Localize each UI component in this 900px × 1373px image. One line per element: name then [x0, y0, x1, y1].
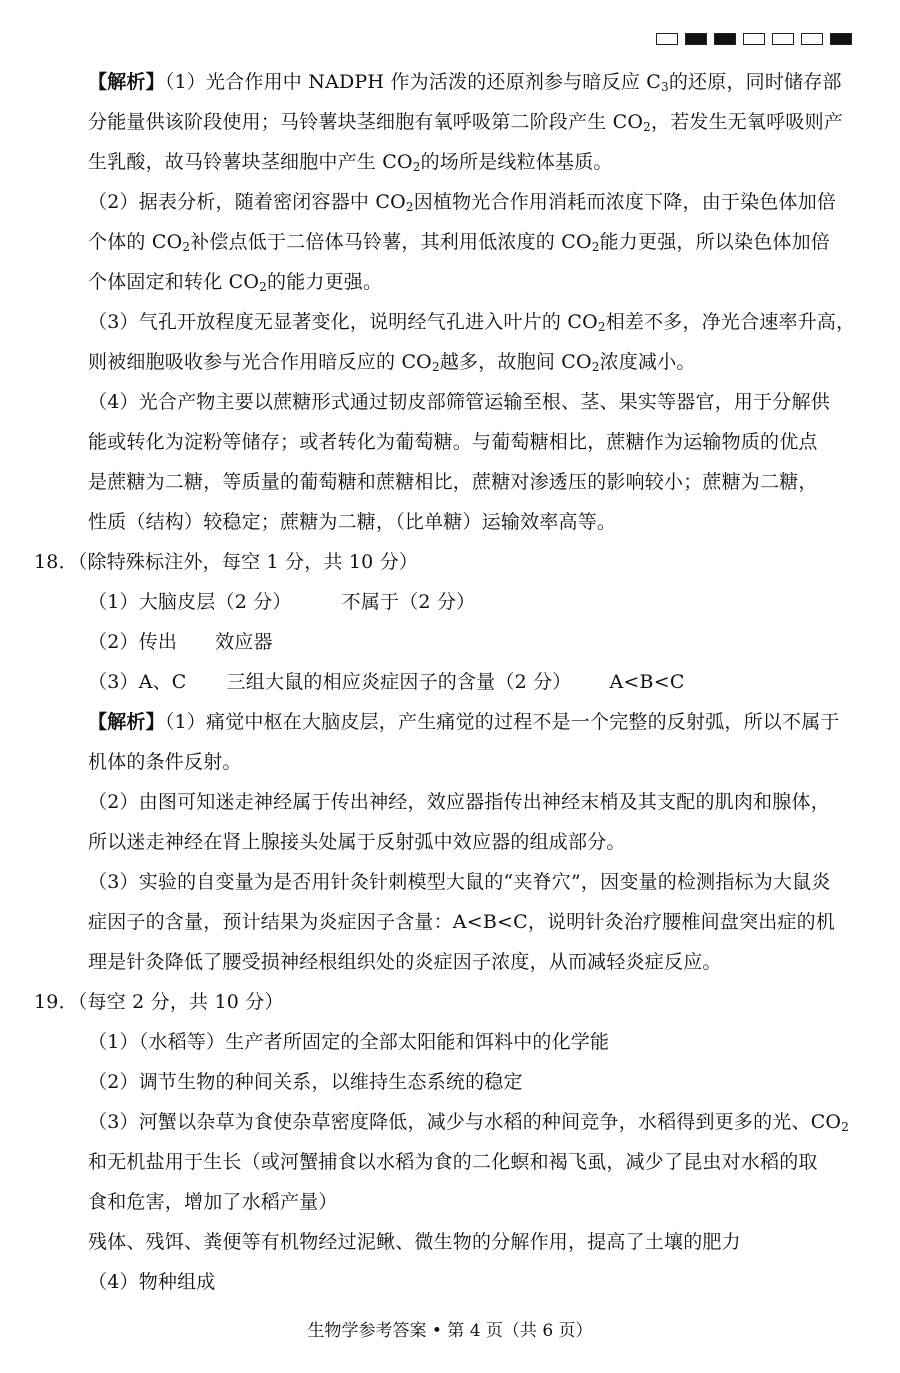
- text-line: [88, 142, 854, 182]
- text-line: [88, 462, 854, 502]
- bold-label: 【解析】: [88, 71, 165, 93]
- header-mark: [656, 33, 678, 45]
- subscript: 2: [405, 200, 414, 214]
- text-run: 生乳酸，故马铃薯块茎细胞中产生 CO: [88, 151, 413, 173]
- text-line: [88, 622, 854, 662]
- text-run: 能力更强，所以染色体加倍: [599, 231, 831, 253]
- text-line: [88, 1142, 854, 1182]
- text-line: [88, 422, 854, 462]
- text-run: 是蔗糖为二糖，等质量的葡萄糖和蔗糖相比，蔗糖对渗透压的影响较小；蔗糖为二糖，: [88, 471, 818, 493]
- text-run: 浓度减小。: [599, 351, 696, 373]
- text-run: （4）光合产物主要以蔗糖形式通过韧皮部筛管运输至根、茎、果实等器官，用于分解供: [88, 391, 830, 413]
- text-run: 理是针灸降低了腰受损神经根组织处的炎症因子浓度，从而减轻炎症反应。: [88, 951, 722, 973]
- text-run: （2）传出: [88, 631, 178, 653]
- text-line: [88, 1022, 854, 1062]
- subscript: 2: [412, 160, 421, 174]
- text-run: 相差不多，净光合速率升高，: [605, 311, 856, 333]
- text-run: 不属于（2 分）: [341, 591, 476, 613]
- text-run: 越多，故胞间 CO: [439, 351, 592, 373]
- header-marks: [656, 33, 852, 45]
- text-run: 19．（每空 2 分，共 10 分）: [34, 991, 284, 1013]
- text-run: 能或转化为淀粉等储存；或者转化为葡萄糖。与葡萄糖相比，蔗糖作为运输物质的优点: [88, 431, 818, 453]
- subscript: 2: [597, 320, 606, 334]
- text-run: 和无机盐用于生长（或河蟹捕食以水稻为食的二化螟和褐飞虱，减少了昆虫对水稻的取: [88, 1151, 818, 1173]
- header-mark: [801, 33, 823, 45]
- text-line: [88, 902, 854, 942]
- text-run: （3）A、C: [88, 671, 187, 693]
- answer-content: [34, 62, 856, 1302]
- text-run: （3）河蟹以杂草为食使杂草密度降低，减少与水稻的种间竞争，水稻得到更多的光、CO: [88, 1111, 842, 1133]
- text-line: [88, 782, 854, 822]
- subscript: 2: [841, 1120, 850, 1134]
- subscript: 2: [431, 360, 440, 374]
- text-run: 食和危害，增加了水稻产量）: [88, 1191, 338, 1213]
- subscript: 2: [643, 120, 651, 134]
- text-run: （1）大脑皮层（2 分）: [88, 591, 292, 613]
- text-run: （2）据表分析，随着密闭容器中 CO: [88, 191, 406, 213]
- header-mark: [685, 33, 707, 45]
- bold-label: 【解析】: [88, 711, 165, 733]
- text-run: 个体的 CO: [88, 231, 183, 253]
- text-line: [34, 542, 854, 582]
- text-run: 所以迷走神经在肾上腺接头处属于反射弧中效应器的组成部分。: [88, 831, 626, 853]
- text-line: [88, 862, 854, 902]
- text-run: 补偿点低于二倍体马铃薯，其利用低浓度的 CO: [190, 231, 592, 253]
- text-run: （2）调节生物的种间关系，以维持生态系统的稳定: [88, 1071, 523, 1093]
- header-mark: [830, 33, 852, 45]
- text-line: [88, 382, 854, 422]
- text-line: [88, 222, 854, 262]
- text-run: 残体、残饵、粪便等有机物经过泥鳅、微生物的分解作用，提高了土壤的肥力: [88, 1231, 741, 1253]
- header-mark: [743, 33, 765, 45]
- text-run: 性质（结构）较稳定；蔗糖为二糖，（比单糖）运输效率高等。: [88, 511, 617, 533]
- text-run: （4）物种组成: [88, 1271, 216, 1293]
- text-line: [88, 702, 854, 742]
- text-run: 的能力更强。: [267, 271, 383, 293]
- text-run: （1）（水稻等）生产者所固定的全部太阳能和饵料中的化学能: [88, 1031, 610, 1053]
- text-run: 18．（除特殊标注外，每空 1 分，共 10 分）: [34, 551, 419, 573]
- text-run: A<B<C: [609, 671, 685, 693]
- text-run: 三组大鼠的相应炎症因子的含量（2 分）: [226, 671, 572, 693]
- text-line: [88, 102, 854, 142]
- text-line: [88, 182, 854, 222]
- subscript: 3: [661, 80, 669, 94]
- header-mark: [772, 33, 794, 45]
- text-run: 的场所是线粒体基质。: [420, 151, 613, 173]
- text-line: [88, 1102, 854, 1142]
- text-line: [88, 342, 854, 382]
- text-line: [88, 1182, 854, 1222]
- text-run: 分能量供该阶段使用；马铃薯块茎细胞有氧呼吸第二阶段产生 CO: [88, 111, 644, 133]
- text-run: 效应器: [215, 631, 273, 653]
- text-run: 症因子的含量，预计结果为炎症因子含量：A<B<C，说明针灸治疗腰椎间盘突出症的机: [88, 911, 836, 933]
- subscript: 2: [259, 280, 267, 294]
- text-line: [88, 1262, 854, 1302]
- text-line: [34, 982, 854, 1022]
- text-line: [88, 662, 854, 702]
- text-run: （2）由图可知迷走神经属于传出神经，效应器指传出神经末梢及其支配的肌肉和腺体，: [88, 791, 830, 813]
- page-footer: 生物学参考答案 • 第 4 页（共 6 页）: [307, 1321, 593, 1341]
- subscript: 2: [591, 240, 600, 254]
- text-line: [88, 62, 854, 102]
- text-run: （3）气孔开放程度无显著变化，说明经气孔进入叶片的 CO: [88, 311, 598, 333]
- text-line: [88, 502, 854, 542]
- subscript: 2: [182, 240, 191, 254]
- text-line: [88, 1062, 854, 1102]
- subscript: 2: [591, 360, 600, 374]
- text-line: [88, 822, 854, 862]
- text-run: ，若发生无氧呼吸则产: [651, 111, 844, 133]
- header-mark: [714, 33, 736, 45]
- text-run: 则被细胞吸收参与光合作用暗反应的 CO: [88, 351, 432, 373]
- text-line: [88, 942, 854, 982]
- text-line: [88, 582, 854, 622]
- text-run: （3）实验的自变量为是否用针灸针刺模型大鼠的“夹脊穴”，因变量的检测指标为大鼠炎: [88, 871, 831, 893]
- text-line: [88, 1222, 854, 1262]
- text-run: 因植物光合作用消耗而浓度下降，由于染色体加倍: [413, 191, 837, 213]
- text-run: 机体的条件反射。: [88, 751, 242, 773]
- text-run: （1）痛觉中枢在大脑皮层，产生痛觉的过程不是一个完整的反射弧，所以不属于: [164, 711, 840, 733]
- text-run: （1）光合作用中 NADPH 作为活泼的还原剂参与暗反应 C: [164, 71, 661, 93]
- text-line: [88, 262, 854, 302]
- text-line: [88, 742, 854, 782]
- text-run: 的还原，同时储存部: [668, 71, 842, 93]
- text-line: [88, 302, 854, 342]
- text-run: 个体固定和转化 CO: [88, 271, 260, 293]
